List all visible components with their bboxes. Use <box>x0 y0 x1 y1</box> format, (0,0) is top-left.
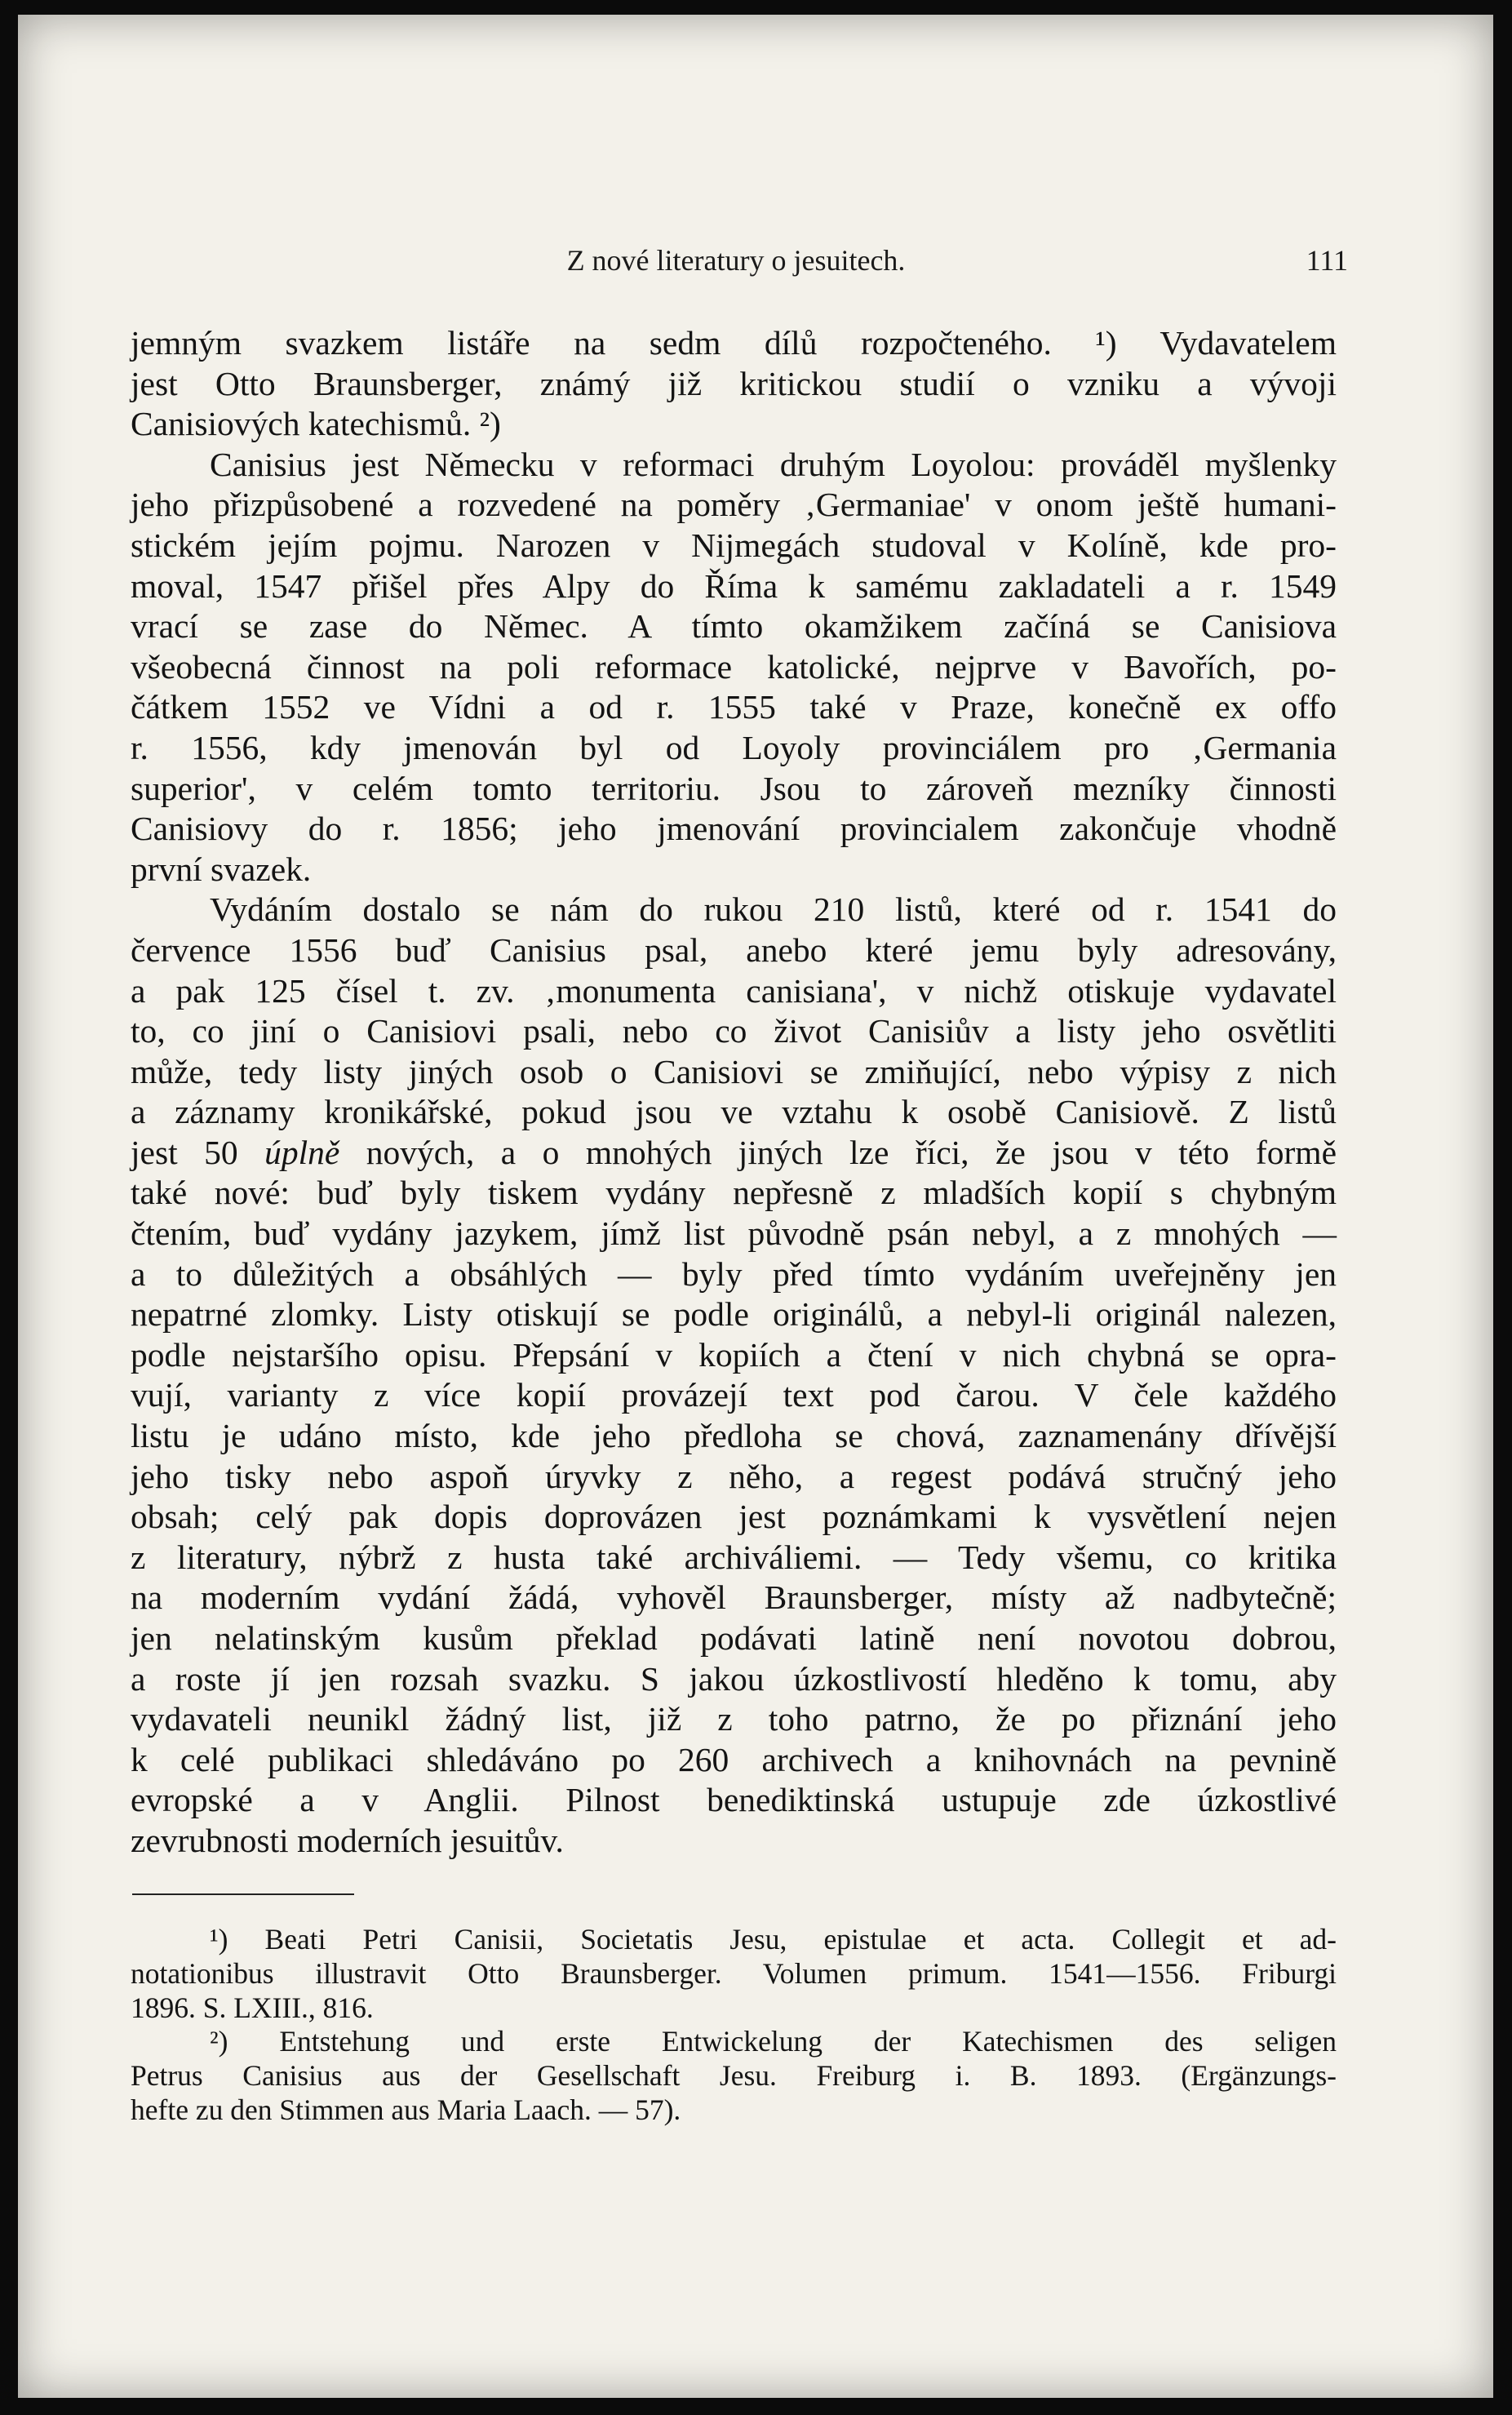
text-line: obsah; celý pak dopis doprovázen jest poznámkami k vysvětlení nejen <box>131 1498 1337 1536</box>
text-line: z literatury, nýbrž z husta také archiváliemi. — Tedy všemu, co kritika <box>131 1538 1337 1576</box>
text-line: Canisiovy do r. 1856; jeho jmenování provincialem zakončuje vhodně <box>131 810 1337 848</box>
text-line: a záznamy kronikářské, pokud jsou ve vztahu k osobě Canisiově. Z listů <box>131 1093 1337 1131</box>
text-line: Vydáním dostalo se nám do rukou 210 listů, které od r. 1541 do <box>210 890 1337 929</box>
text-line: jeho přizpůsobené a rozvedené na poměry ‚Germaniae' v onom ještě humani- <box>131 486 1337 524</box>
body-text <box>131 323 1337 1862</box>
header-title: Z nové literatury o jesuitech. <box>566 244 906 277</box>
text-line: superior', v celém tomto territoriu. Jsou to zároveň mezníky činnosti <box>131 769 1337 807</box>
text-line: může, tedy listy jiných osob o Canisiovi se zmiňující, nebo výpisy z nich <box>131 1052 1337 1090</box>
text-line: r. 1556, kdy jmenován byl od Loyoly provinciálem pro ‚Germania <box>131 728 1337 766</box>
text-line: jest Otto Braunsberger, známý již kritickou studií o vzniku a vývoji <box>131 364 1337 402</box>
text-line-with-emphasis: jest 50 úplně nových, a o mnohých jiných lze říci, že jsou v této formě <box>131 1133 1337 1171</box>
text-line: to, co jiní o Canisiovi psali, nebo co život Canisiův a listy jeho osvětliti <box>131 1012 1337 1050</box>
footnote-2 <box>131 2025 1337 2127</box>
text-line: zevrubnosti moderních jesuitův. <box>131 1821 564 1859</box>
text-line: jen nelatinským kusům překlad podávati latině není novotou dobrou, <box>131 1619 1337 1657</box>
text-line: vydavateli neunikl žádný list, již z toho patrno, že po přiznání jeho <box>131 1700 1337 1738</box>
text-line: podle nejstaršího opisu. Přepsání v kopiích a čtení v nich chybná se opra- <box>131 1335 1337 1374</box>
footnote-line: ²) Entstehung und erste Entwickelung der Katechismen des seligen <box>210 2025 1337 2058</box>
footnote-line: ¹) Beati Petri Canisii, Societatis Jesu, epistulae et acta. Collegit et ad- <box>210 1923 1337 1956</box>
text-line: a roste jí jen rozsah svazku. S jakou úzkostlivostí hleděno k tomu, aby <box>131 1659 1337 1698</box>
text-line: první svazek. <box>131 850 312 888</box>
text-line: moval, 1547 přišel přes Alpy do Říma k samému zakladateli a r. 1549 <box>131 566 1337 605</box>
text-line: a pak 125 čísel t. zv. ‚monumenta canisiana', v nichž otiskuje vydavatel <box>131 971 1337 1010</box>
text-line: vrací se zase do Němec. A tímto okamžikem začíná se Canisiova <box>131 607 1337 646</box>
text-line: jemným svazkem listáře na sedm dílů rozpočteného. ¹) Vydavatelem <box>131 324 1337 362</box>
paragraph <box>131 445 1337 890</box>
footnotes <box>131 1923 1337 2128</box>
paragraph <box>131 890 1337 1861</box>
emphasis-word: úplně <box>264 1133 340 1171</box>
page-number: 111 <box>1306 244 1348 277</box>
text-line: stickém jejím pojmu. Narozen v Nijmegách studoval v Kolíně, kde pro- <box>131 526 1337 564</box>
text-line: Canisius jest Německu v reformaci druhým Loyolou: prováděl myšlenky <box>210 445 1337 483</box>
text-line: července 1556 buď Canisius psal, anebo které jemu byly adresovány, <box>131 930 1337 969</box>
footnote-line: hefte zu den Stimmen aus Maria Laach. — 57). <box>131 2093 681 2126</box>
footnote-line: Petrus Canisius aus der Gesellschaft Jesu. Freiburg i. B. 1893. (Ergänzungs- <box>131 2059 1337 2093</box>
footnote-line: 1896. S. LXIII., 816. <box>131 1991 374 2024</box>
page <box>18 15 1493 2398</box>
footnote-1 <box>131 1923 1337 2025</box>
text-line: na moderním vydání žádá, vyhověl Braunsberger, místy až nadbytečně; <box>131 1578 1337 1617</box>
text-line: všeobecná činnost na poli reformace katolické, nejprve v Bavořích, po- <box>131 647 1337 686</box>
text-line: a to důležitých a obsáhlých — byly před tímto vydáním uveřejněny jen <box>131 1254 1337 1293</box>
text-line: čátkem 1552 ve Vídni a od r. 1555 také v Praze, konečně ex offo <box>131 688 1337 726</box>
text-line: Canisiových katechismů. ²) <box>131 405 501 443</box>
footnote-rule <box>132 1893 354 1895</box>
text-line: čtením, buď vydány jazykem, jímž list původně psán nebyl, a z mnohých — <box>131 1214 1337 1253</box>
text-line: také nové: buď byly tiskem vydány nepřesně z mladších kopií s chybným <box>131 1174 1337 1212</box>
footnote-line: notationibus illustravit Otto Braunsberger. Volumen primum. 1541—1556. Friburgi <box>131 1956 1337 1990</box>
text-line: jeho tisky nebo aspoň úryvky z něho, a regest podává stručný jeho <box>131 1457 1337 1495</box>
running-header <box>140 243 1348 292</box>
text-line: nepatrné zlomky. Listy otiskují se podle originálů, a nebyl-li originál nalezen, <box>131 1295 1337 1334</box>
text-line: evropské a v Anglii. Pilnost benediktinská ustupuje zde úzkostlivé <box>131 1781 1337 1819</box>
text-line: vují, varianty z více kopií provázejí text pod čarou. V čele každého <box>131 1376 1337 1414</box>
text-line: k celé publikaci shledáváno po 260 archivech a knihovnách na pevnině <box>131 1740 1337 1778</box>
text-line: listu je udáno místo, kde jeho předloha se chová, zaznamenány dřívější <box>131 1417 1337 1455</box>
paragraph <box>131 323 1337 445</box>
